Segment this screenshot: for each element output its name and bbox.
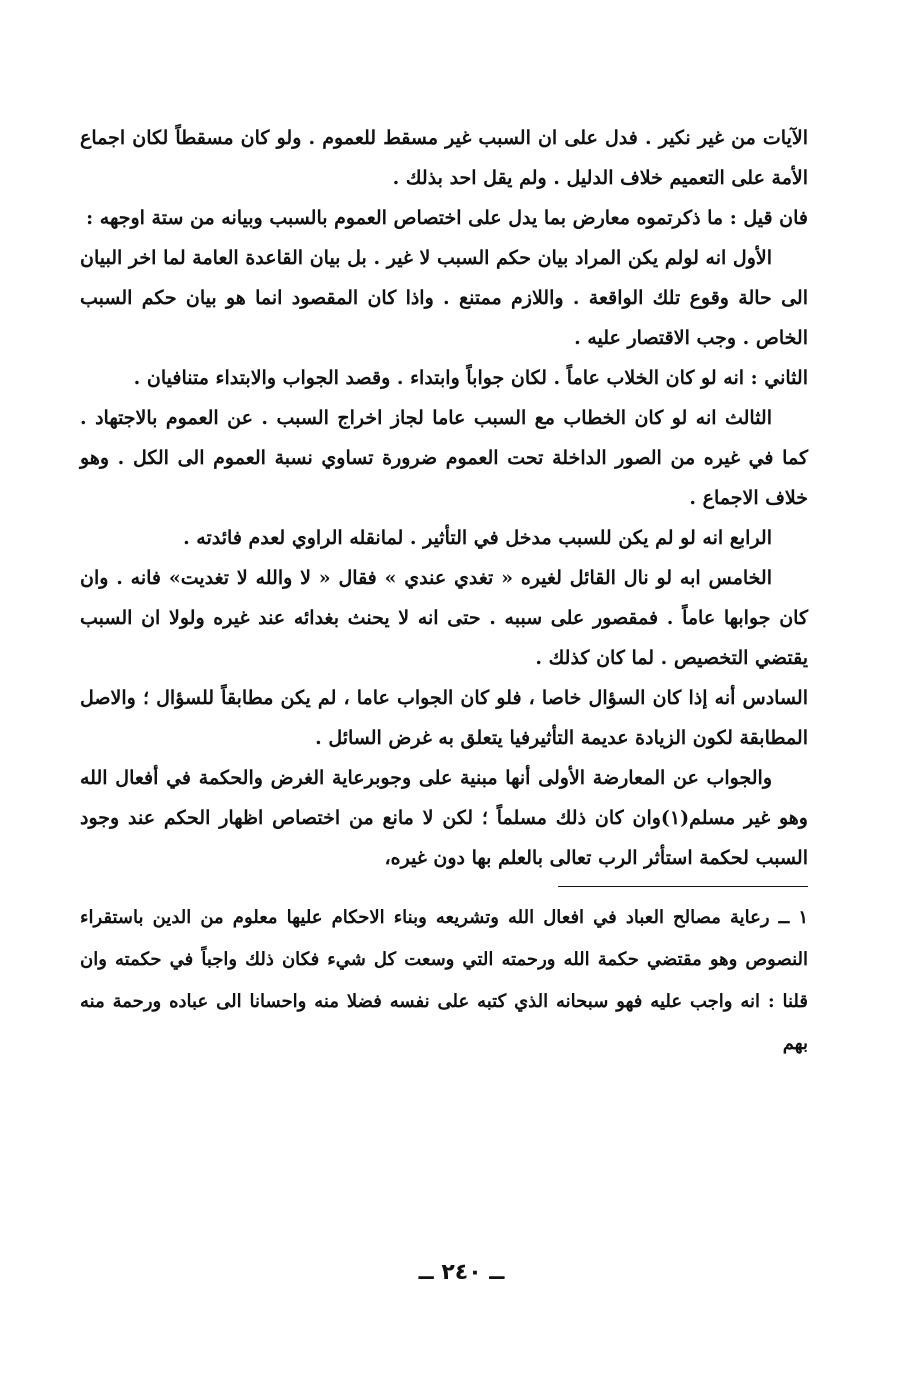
paragraph-4: الثاني : انه لو كان الخلاب عاماً . لكان جواباً وابتداء . وقصد الجواب والابتداء متنافيان . <box>133 367 808 389</box>
paragraph-2: فان قيل : ما ذكرتموه معارض بما يدل على اختصاص العموم بالسبب وبيانه من ستة اوجهه : <box>86 207 808 229</box>
paragraph-7: الخامس ابه لو نال القائل لغيره « تغدي عندي » فقال « لا والله لا تغديت» فانه . وان كان جوابها عاماً . فمقصور على سببه . حتى انه لا يحنث بغدائه عند غيره ولولا ان السبب يقتضي التخصيص . لما كان كذلك . <box>80 567 808 669</box>
paragraph-3: الأول انه لولم يكن المراد بيان حكم السبب لا غير . بل بيان القاعدة العامة لما اخر البيان الى حالة وقوع تلك الواقعة . واللازم ممتنع . واذا كان المقصود انما هو بيان حكم السبب الخاص . وجب الاقتصار عليه . <box>80 247 808 349</box>
paragraph-6: الرابع انه لو لم يكن للسبب مدخل في التأثير . لمانقله الراوي لعدم فائدته . <box>183 527 772 549</box>
footnote-text: ١ ــ رعاية مصالح العباد في افعال الله وتشريعه وبناء الاحكام عليها معلوم من الدين باستقراء النصوص وهو مقتضي حكمة الله ورحمته التي وسعت كل شيء فكان ذلك واجباً في حكمته وان قلنا : انه واجب عليه فهو سبحانه الذي كتبه على نفسه فضلا منه واحسانا الى عباده ورحمة منه بهم <box>80 907 808 1054</box>
paragraph-5: الثالث انه لو كان الخطاب مع السبب عاما لجاز اخراج السبب . عن العموم بالاجتهاد . كما في غيره من الصور الداخلة تحت العموم ضرورة تساوي نسبة العموم الى الكل . وهو خلاف الاجماع . <box>80 407 808 509</box>
paragraph-1: الآيات من غير نكير . فدل على ان السبب غير مسقط للعموم . ولو كان مسقطاً لكان اجماع الأمة على التعميم خلاف الدليل . ولم يقل احد بذلك . <box>80 127 808 189</box>
main-text <box>80 118 808 878</box>
paragraph-8: السادس أنه إذا كان السؤال خاصا ، فلو كان الجواب عاما ، لم يكن مطابقاً للسؤال ؛ والاصل المطابقة لكون الزيادة عديمة التأثيرفيا يتعلق به غرض السائل . <box>80 687 808 749</box>
page-body <box>80 118 808 1065</box>
page-number: ــ ٢٤٠ ــ <box>418 1260 505 1285</box>
footnote <box>80 897 808 1065</box>
footnote-divider <box>558 886 808 887</box>
paragraph-9: والجواب عن المعارضة الأولى أنها مبنية على وجوبرعاية الغرض والحكمة في أفعال الله وهو غير مسلم(١)وان كان ذلك مسلماً ؛ لكن لا مانع من اختصاص اظهار الحكم عند وجود السبب لحكمة استأثر الرب تعالى بالعلم بها دون غيره، <box>80 767 808 869</box>
